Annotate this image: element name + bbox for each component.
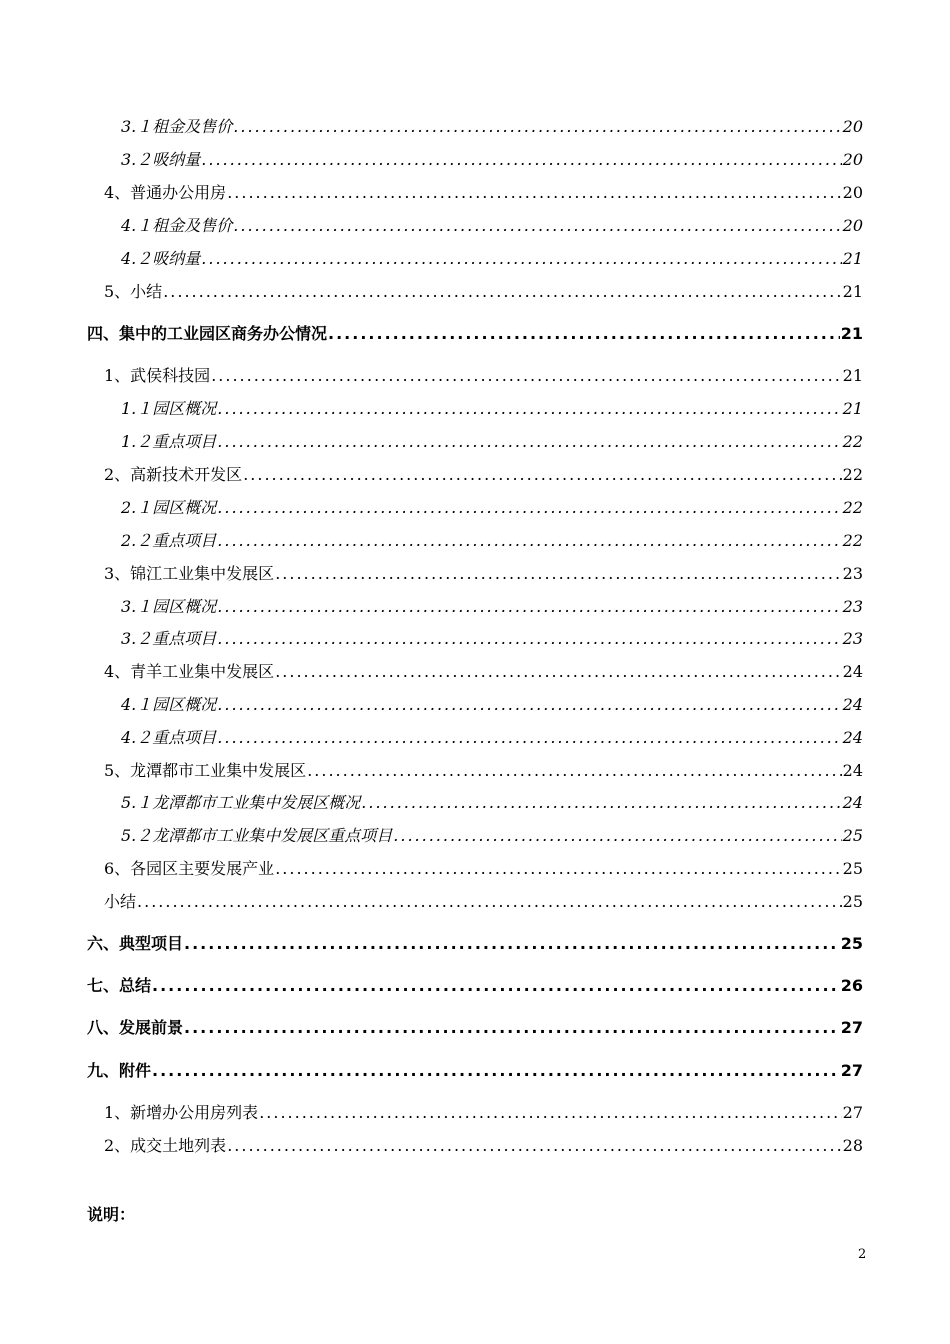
toc-entry-page: 24 — [842, 793, 863, 812]
page-number: 2 — [858, 1247, 867, 1262]
toc-entry-label: 4.２重点项目 — [121, 728, 217, 747]
toc-entry-label: 3.１租金及售价 — [121, 117, 233, 136]
toc-entry-page: 23 — [842, 629, 863, 648]
dot-leader — [217, 531, 841, 551]
toc-entry[interactable] — [121, 432, 863, 452]
toc-entry-label: 4.１园区概况 — [121, 695, 217, 714]
dot-leader — [152, 976, 840, 996]
dot-leader — [217, 498, 841, 518]
dot-leader — [217, 399, 841, 419]
dot-leader — [243, 465, 841, 485]
toc-entry-page: 21 — [842, 399, 863, 418]
toc-entry-label: 2.１园区概况 — [121, 498, 217, 517]
toc-entry-page: 20 — [842, 117, 863, 136]
toc-entry-label: 5.２龙潭都市工业集中发展区重点项目 — [121, 826, 393, 845]
toc-entry-page: 21 — [842, 249, 863, 268]
toc-entry-page: 24 — [842, 761, 863, 780]
toc-entry-label: 九、附件 — [87, 1061, 152, 1080]
toc-entry-page: 27 — [842, 1103, 863, 1122]
dot-leader — [211, 366, 841, 386]
toc-entry[interactable] — [121, 150, 863, 170]
dot-leader — [227, 183, 841, 203]
toc-entry-page: 24 — [842, 662, 863, 681]
toc-entry[interactable] — [104, 662, 863, 682]
note-heading: 说明： — [87, 1205, 136, 1224]
toc-entry-page: 22 — [842, 498, 863, 517]
toc-entry-page: 21 — [840, 324, 863, 343]
toc-entry[interactable] — [104, 761, 863, 781]
toc-entry-page: 20 — [842, 150, 863, 169]
toc-entry-label: 六、典型项目 — [87, 934, 184, 953]
toc-entry[interactable] — [121, 695, 863, 715]
toc-entry[interactable] — [87, 324, 863, 344]
toc-entry[interactable] — [104, 465, 863, 485]
dot-leader — [217, 432, 841, 452]
toc-entry[interactable] — [104, 1136, 863, 1156]
toc-entry[interactable] — [121, 249, 863, 269]
dot-leader — [233, 117, 841, 137]
toc-entry-page: 25 — [840, 934, 863, 953]
dot-leader — [259, 1103, 841, 1123]
dot-leader — [184, 1018, 840, 1038]
toc-entry-label: 3、锦江工业集中发展区 — [104, 564, 275, 583]
dot-leader — [184, 934, 840, 954]
toc-entry[interactable] — [121, 117, 863, 137]
toc-entry-label: 2、高新技术开发区 — [104, 465, 243, 484]
toc-entry[interactable] — [104, 859, 863, 879]
toc-entry[interactable] — [104, 892, 863, 912]
toc-entry-label: 5.１龙潭都市工业集中发展区概况 — [121, 793, 361, 812]
toc-entry-label: 1.１园区概况 — [121, 399, 217, 418]
toc-entry-label: 2.２重点项目 — [121, 531, 217, 550]
toc-entry-page: 21 — [842, 282, 863, 301]
toc-entry[interactable] — [87, 934, 863, 954]
toc-entry-label: 四、集中的工业园区商务办公情况 — [87, 324, 328, 343]
toc-entry-page: 20 — [842, 216, 863, 235]
dot-leader — [275, 662, 841, 682]
toc-entry-label: 5、龙潭都市工业集中发展区 — [104, 761, 307, 780]
toc-entry[interactable] — [87, 1018, 863, 1038]
toc-entry[interactable] — [87, 1061, 863, 1081]
toc-entry-label: 3.２吸纳量 — [121, 150, 201, 169]
toc-entry[interactable] — [121, 216, 863, 236]
toc-entry[interactable] — [121, 826, 863, 846]
toc-entry-label: 3.１园区概况 — [121, 597, 217, 616]
toc-entry-label: 八、发展前景 — [87, 1018, 184, 1037]
toc-entry-page: 28 — [842, 1136, 863, 1155]
toc-entry-page: 27 — [840, 1018, 863, 1037]
toc-entry-label: 5、小结 — [104, 282, 163, 301]
dot-leader — [275, 564, 841, 584]
dot-leader — [393, 826, 841, 846]
toc-entry-page: 22 — [842, 432, 863, 451]
toc-entry-label: 1.２重点项目 — [121, 432, 217, 451]
toc-entry-label: 小结 — [104, 892, 137, 911]
toc-entry-page: 25 — [842, 892, 863, 911]
toc-entry-page: 21 — [842, 366, 863, 385]
toc-entry-page: 25 — [842, 826, 863, 845]
dot-leader — [217, 728, 841, 748]
toc-entry-label: 2、成交土地列表 — [104, 1136, 227, 1155]
toc-entry[interactable] — [104, 1103, 863, 1123]
dot-leader — [152, 1061, 840, 1081]
toc-entry-page: 22 — [842, 531, 863, 550]
dot-leader — [227, 1136, 841, 1156]
toc-entry-page: 24 — [842, 695, 863, 714]
toc-entry-label: 4、青羊工业集中发展区 — [104, 662, 275, 681]
toc-entry-label: 1、新增办公用房列表 — [104, 1103, 259, 1122]
toc-entry-page: 20 — [842, 183, 863, 202]
toc-entry[interactable] — [121, 531, 863, 551]
dot-leader — [217, 597, 841, 617]
toc-entry-label: 3.２重点项目 — [121, 629, 217, 648]
toc-entry-page: 23 — [842, 597, 863, 616]
toc-entry-label: 4、普通办公用房 — [104, 183, 227, 202]
toc-entry[interactable] — [104, 564, 863, 584]
toc-entry[interactable] — [104, 366, 863, 386]
dot-leader — [361, 793, 841, 813]
toc-entry-page: 22 — [842, 465, 863, 484]
toc-entry-page: 27 — [840, 1061, 863, 1080]
dot-leader — [137, 892, 842, 912]
dot-leader — [217, 695, 841, 715]
toc-entry[interactable] — [104, 282, 863, 302]
toc-entry[interactable] — [121, 399, 863, 419]
toc-entry[interactable] — [121, 629, 863, 649]
dot-leader — [275, 859, 841, 879]
dot-leader — [201, 249, 841, 269]
dot-leader — [233, 216, 841, 236]
toc-entry[interactable] — [121, 597, 863, 617]
dot-leader — [201, 150, 841, 170]
toc-entry-page: 26 — [840, 976, 863, 995]
dot-leader — [217, 629, 841, 649]
toc-entry[interactable] — [121, 498, 863, 518]
toc-entry[interactable] — [104, 183, 863, 203]
toc-entry-label: 1、武侯科技园 — [104, 366, 211, 385]
toc-entry[interactable] — [87, 976, 863, 996]
toc-entry-page: 25 — [842, 859, 863, 878]
toc-entry[interactable] — [121, 793, 863, 813]
dot-leader — [328, 324, 840, 344]
toc-entry[interactable] — [121, 728, 863, 748]
dot-leader — [163, 282, 841, 302]
toc-entry-page: 24 — [842, 728, 863, 747]
dot-leader — [307, 761, 841, 781]
toc-entry-label: 七、总结 — [87, 976, 152, 995]
toc-entry-page: 23 — [842, 564, 863, 583]
toc-entry-label: 4.２吸纳量 — [121, 249, 201, 268]
toc-entry-label: 4.１租金及售价 — [121, 216, 233, 235]
toc-entry-label: 6、各园区主要发展产业 — [104, 859, 275, 878]
